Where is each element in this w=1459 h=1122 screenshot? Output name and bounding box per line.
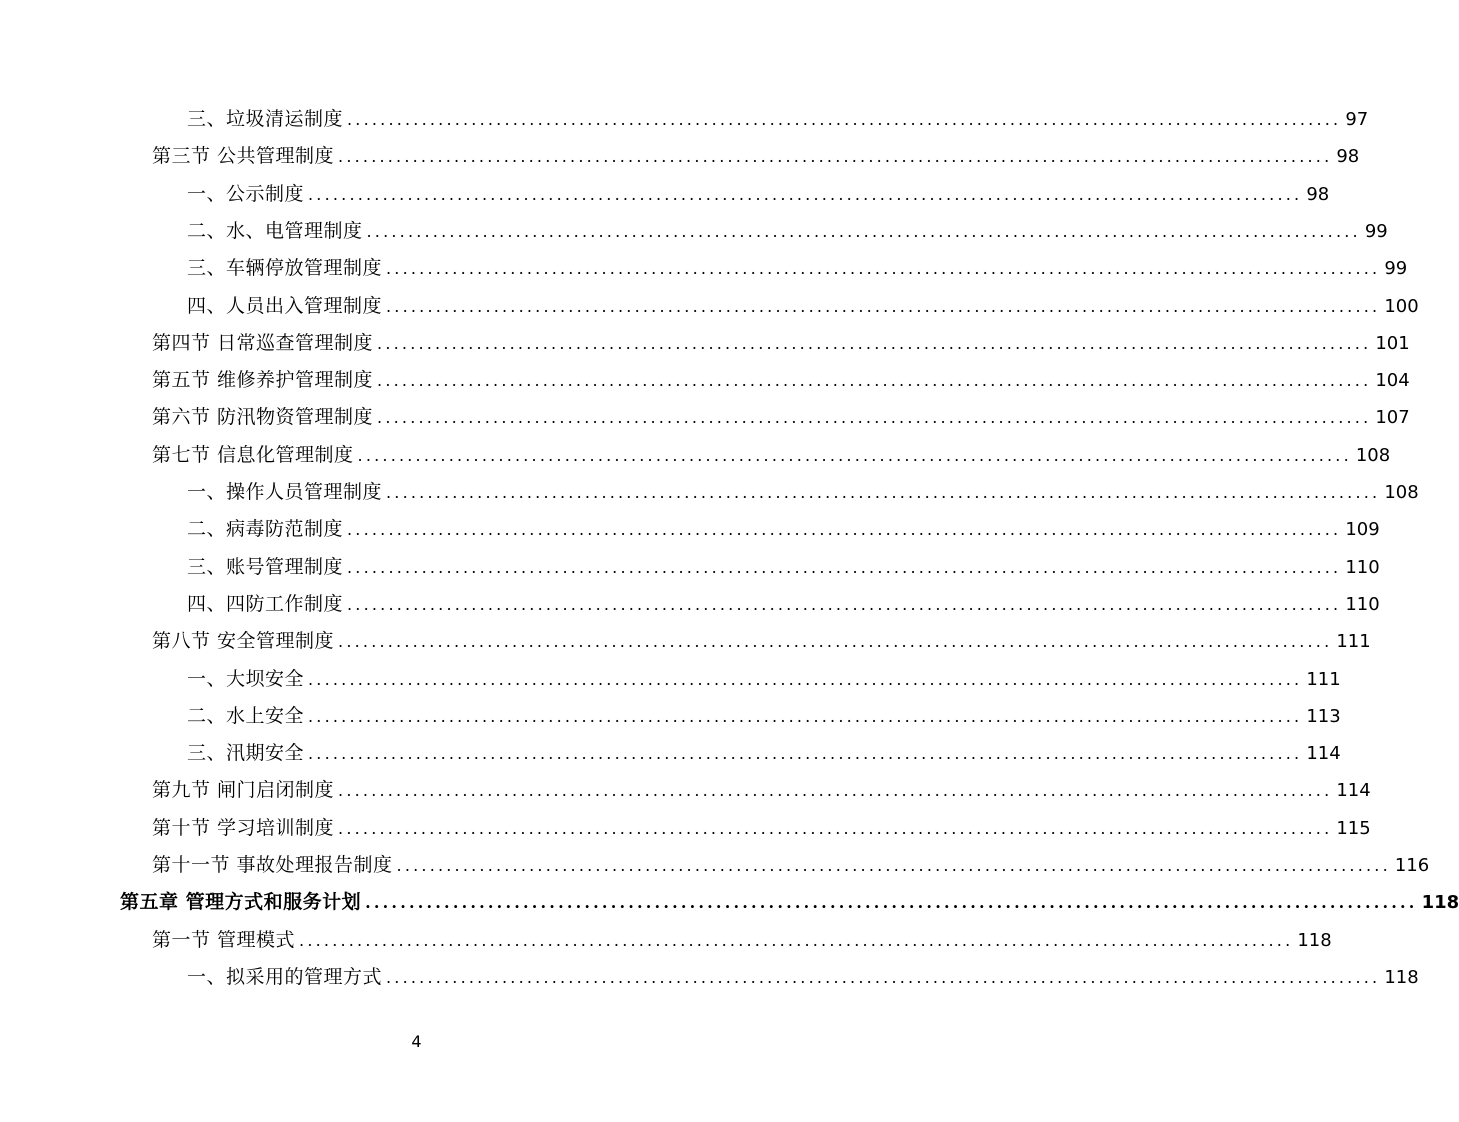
toc-entry[interactable] — [152, 813, 1371, 843]
toc-dot-leader: ........................................................................................................................ — [377, 333, 1372, 353]
toc-entry[interactable] — [152, 775, 1371, 805]
toc-entry-page-number: 114 — [1306, 743, 1341, 765]
toc-entry[interactable] — [152, 925, 1332, 955]
toc-entry-title: 三、账号管理制度 — [187, 555, 344, 578]
toc-entry-page-number: 107 — [1375, 407, 1410, 429]
toc-dot-leader: ........................................................................................................................ — [308, 669, 1303, 689]
toc-entry-title: 第六节 防汛物资管理制度 — [152, 406, 374, 429]
toc-entry-title: 三、垃圾清运制度 — [187, 108, 344, 130]
toc-dot-leader: ........................................................................................................................ — [377, 371, 1372, 391]
toc-entry-title: 三、汛期安全 — [187, 742, 305, 765]
toc-entry[interactable] — [187, 552, 1380, 582]
toc-dot-leader: ........................................................................................................................ — [338, 818, 1333, 838]
toc-dot-leader: ........................................................................................................................ — [365, 893, 1418, 913]
toc-entry[interactable] — [187, 738, 1341, 768]
toc-entry-title: 第十节 学习培训制度 — [152, 816, 335, 839]
toc-entry[interactable] — [152, 365, 1410, 395]
toc-entry[interactable] — [187, 104, 1369, 134]
toc-entry-page-number: 98 — [1306, 183, 1330, 205]
toc-entry-page-number: 104 — [1375, 370, 1410, 392]
page-number: 4 — [411, 1032, 422, 1051]
toc-entry-title: 四、四防工作制度 — [187, 592, 344, 615]
toc-dot-leader: ........................................................................................................................ — [338, 147, 1333, 167]
toc-entry[interactable] — [187, 216, 1388, 246]
toc-dot-leader: ........................................................................................................................ — [308, 744, 1303, 764]
toc-entry[interactable] — [152, 402, 1410, 432]
toc-dot-leader: ........................................................................................................................ — [357, 445, 1352, 465]
toc-entry-page-number: 114 — [1336, 780, 1371, 802]
toc-entry-title: 一、公示制度 — [187, 182, 305, 205]
toc-entry-title: 四、人员出入管理制度 — [187, 294, 383, 317]
toc-entry-title: 第八节 安全管理制度 — [152, 630, 335, 653]
toc-dot-leader: ........................................................................................................................ — [386, 259, 1381, 279]
toc-entry-page-number: 118 — [1421, 892, 1459, 914]
toc-entry-title: 第五节 维修养护管理制度 — [152, 369, 374, 392]
toc-entry[interactable] — [152, 850, 1430, 880]
toc-entry-title: 第五章 管理方式和服务计划 — [120, 891, 362, 914]
toc-dot-leader: ........................................................................................................................ — [347, 594, 1342, 614]
toc-dot-leader: ........................................................................................................................ — [299, 930, 1294, 950]
toc-entry[interactable] — [120, 887, 1459, 917]
toc-entry-page-number: 108 — [1355, 444, 1391, 466]
toc-dot-leader: ........................................................................................................................ — [338, 781, 1333, 801]
toc-entry-title: 第三节 公共管理制度 — [152, 145, 335, 168]
toc-entry-page-number: 113 — [1306, 705, 1341, 727]
toc-entry-title: 三、车辆停放管理制度 — [187, 257, 383, 280]
toc-entry-title: 二、水、电管理制度 — [187, 219, 363, 242]
toc-entry-title: 第九节 闸门启闭制度 — [152, 779, 335, 802]
toc-dot-leader: ........................................................................................................................ — [386, 967, 1381, 987]
toc-entry-page-number: 108 — [1384, 482, 1419, 503]
toc-dot-leader: ........................................................................................................................ — [347, 557, 1342, 577]
toc-entry-page-number: 118 — [1384, 966, 1419, 988]
toc-entry-title: 一、操作人员管理制度 — [187, 481, 383, 503]
toc-entry-page-number: 100 — [1384, 295, 1419, 317]
toc-entry-page-number: 110 — [1345, 593, 1380, 615]
toc-dot-leader: ........................................................................................................................ — [347, 520, 1342, 540]
toc-entry[interactable] — [187, 291, 1419, 321]
toc-entry-title: 一、大坝安全 — [187, 667, 305, 690]
toc-dot-leader: ........................................................................................................................ — [386, 483, 1381, 502]
toc-dot-leader: ........................................................................................................................ — [386, 296, 1381, 316]
toc-entry[interactable] — [152, 626, 1371, 656]
toc-entry[interactable] — [152, 141, 1360, 171]
toc-entry-title: 第七节 信息化管理制度 — [152, 443, 354, 466]
toc-dot-leader: ........................................................................................................................ — [338, 632, 1333, 652]
toc-entry[interactable] — [187, 664, 1341, 694]
toc-entry[interactable] — [187, 514, 1380, 544]
toc-entry-page-number: 97 — [1345, 109, 1369, 130]
toc-dot-leader: ........................................................................................................................ — [347, 110, 1342, 129]
toc-entry-page-number: 109 — [1345, 519, 1380, 541]
toc-dot-leader: ........................................................................................................................ — [396, 856, 1391, 875]
toc-entry[interactable] — [187, 179, 1330, 209]
toc-entry-page-number: 118 — [1297, 929, 1332, 951]
toc-entry[interactable] — [187, 701, 1341, 731]
toc-entry-title: 二、水上安全 — [187, 704, 305, 727]
toc-entry[interactable] — [187, 962, 1419, 992]
toc-entry-page-number: 115 — [1336, 817, 1371, 839]
toc-entry[interactable] — [152, 328, 1410, 358]
toc-entry-title: 第十一节 事故处理报告制度 — [152, 854, 393, 876]
toc-entry[interactable] — [187, 589, 1380, 619]
toc-dot-leader: ........................................................................................................................ — [377, 408, 1372, 428]
toc-entry-title: 第四节 日常巡查管理制度 — [152, 331, 374, 354]
toc-entry-page-number: 98 — [1336, 146, 1360, 168]
toc-entry-page-number: 99 — [1364, 220, 1388, 242]
toc-entry[interactable] — [187, 477, 1419, 507]
toc-entry-title: 第一节 管理模式 — [152, 928, 296, 951]
toc-dot-leader: ........................................................................................................................ — [308, 184, 1303, 204]
toc-entry-title: 一、拟采用的管理方式 — [187, 965, 383, 988]
toc-entry-title: 二、病毒防范制度 — [187, 518, 344, 541]
toc-dot-leader: ........................................................................................................................ — [366, 221, 1361, 241]
toc-dot-leader: ........................................................................................................................ — [308, 706, 1303, 726]
toc-entry-page-number: 110 — [1345, 556, 1380, 578]
toc-entry-page-number: 116 — [1394, 855, 1430, 876]
toc-entry[interactable] — [187, 253, 1408, 283]
toc-entry-page-number: 111 — [1336, 631, 1371, 653]
toc-entry-page-number: 99 — [1384, 258, 1408, 280]
toc-entry[interactable] — [152, 440, 1391, 470]
toc-entry-page-number: 111 — [1306, 668, 1341, 690]
toc-entry-page-number: 101 — [1375, 332, 1410, 354]
